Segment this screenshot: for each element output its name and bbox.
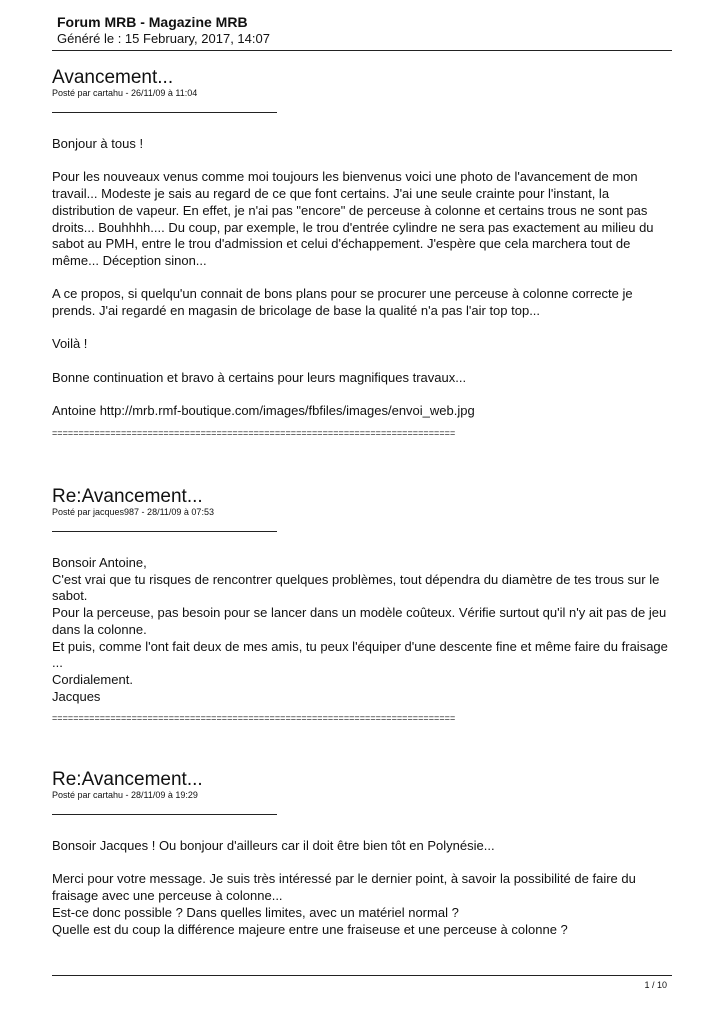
post-body [52, 136, 672, 420]
text-line: Est-ce donc possible ? Dans quelles limites, avec un matériel normal ? [52, 904, 459, 920]
post-body [52, 838, 672, 938]
post-rule [52, 531, 277, 532]
paragraph: Pour les nouveaux venus comme moi toujours les bienvenus voici une photo de l'avancement de mon travail... Modeste je sais au regard de ce que font certains. J'ai une seule crainte pour l'instant, la distribution de vapeur. En effet, je n'ai pas "encore" de perceuse à colonne et certains trous ne sont pas droits... Bouhhhh.... Du coup, par exemple, le trou d'entrée cylindre ne sera pas exactement au milieu du sabot au PMH, entre le trou d'admission et celui d'échappement. J'espère que cela marchera tout de même... Déception sinon... [52, 169, 654, 268]
post [52, 487, 672, 724]
site-title: Forum MRB - Magazine MRB [57, 14, 248, 30]
text-line: Cordialement. [52, 671, 133, 687]
text-line: Et puis, comme l'ont fait deux de mes amis, tu peux l'équiper d'une descente fine et même faire du fraisage ... [52, 638, 668, 671]
paragraph: Bonsoir Jacques ! Ou bonjour d'ailleurs car il doit être bien tôt en Polynésie... [52, 838, 495, 853]
post-title: Avancement... [52, 67, 174, 88]
post-title: Re:Avancement... [52, 486, 203, 507]
post-separator: ============================================================================ [52, 427, 456, 438]
text-line: Merci pour votre message. Je suis très intéressé par le dernier point, à savoir la possibilité de faire du fraisage avec une perceuse à colonne... [52, 871, 636, 904]
post-separator: ============================================================================ [52, 713, 456, 724]
post-rule [52, 814, 277, 815]
text-line: C'est vrai que tu risques de rencontrer quelques problèmes, tout dépendra du diamètre de tes trous sur le sabot. [52, 571, 660, 604]
header-rule [52, 50, 672, 51]
paragraph: A ce propos, si quelqu'un connait de bons plans pour se procurer une perceuse à colonne correcte je prends. J'ai regardé en magasin de bricolage de base la qualité n'a pas l'air top top... [52, 286, 633, 318]
text-line: Pour la perceuse, pas besoin pour se lancer dans un modèle coûteux. Vérifie surtout qu'il n'y ait pas de jeu dans la colonne. [52, 605, 667, 637]
text-line: Quelle est du coup la différence majeure entre une fraiseuse et une perceuse à colonne ? [52, 921, 568, 937]
post-meta: Posté par jacques987 - 28/11/09 à 07:53 [52, 507, 214, 517]
generated-date: Généré le : 15 February, 2017, 14:07 [57, 31, 270, 46]
page-number: 1 / 10 [644, 980, 667, 990]
post [52, 68, 672, 439]
post [52, 770, 672, 938]
post-meta: Posté par cartahu - 28/11/09 à 19:29 [52, 790, 198, 800]
text-line: Bonsoir Antoine, [52, 555, 147, 570]
post-rule [52, 112, 277, 113]
paragraph: Voilà ! [52, 336, 88, 352]
post-meta: Posté par cartahu - 26/11/09 à 11:04 [52, 88, 198, 98]
post-body [52, 555, 672, 705]
paragraph: Bonne continuation et bravo à certains pour leurs magnifiques travaux... [52, 369, 467, 385]
paragraph: Antoine http://mrb.rmf-boutique.com/images/fbfiles/images/envoi_web.jpg [52, 403, 475, 419]
paragraph: Bonjour à tous ! [52, 136, 144, 151]
post-title: Re:Avancement... [52, 769, 203, 790]
page-header [57, 14, 270, 47]
footer-rule [52, 975, 672, 976]
text-line: Jacques [52, 688, 101, 704]
